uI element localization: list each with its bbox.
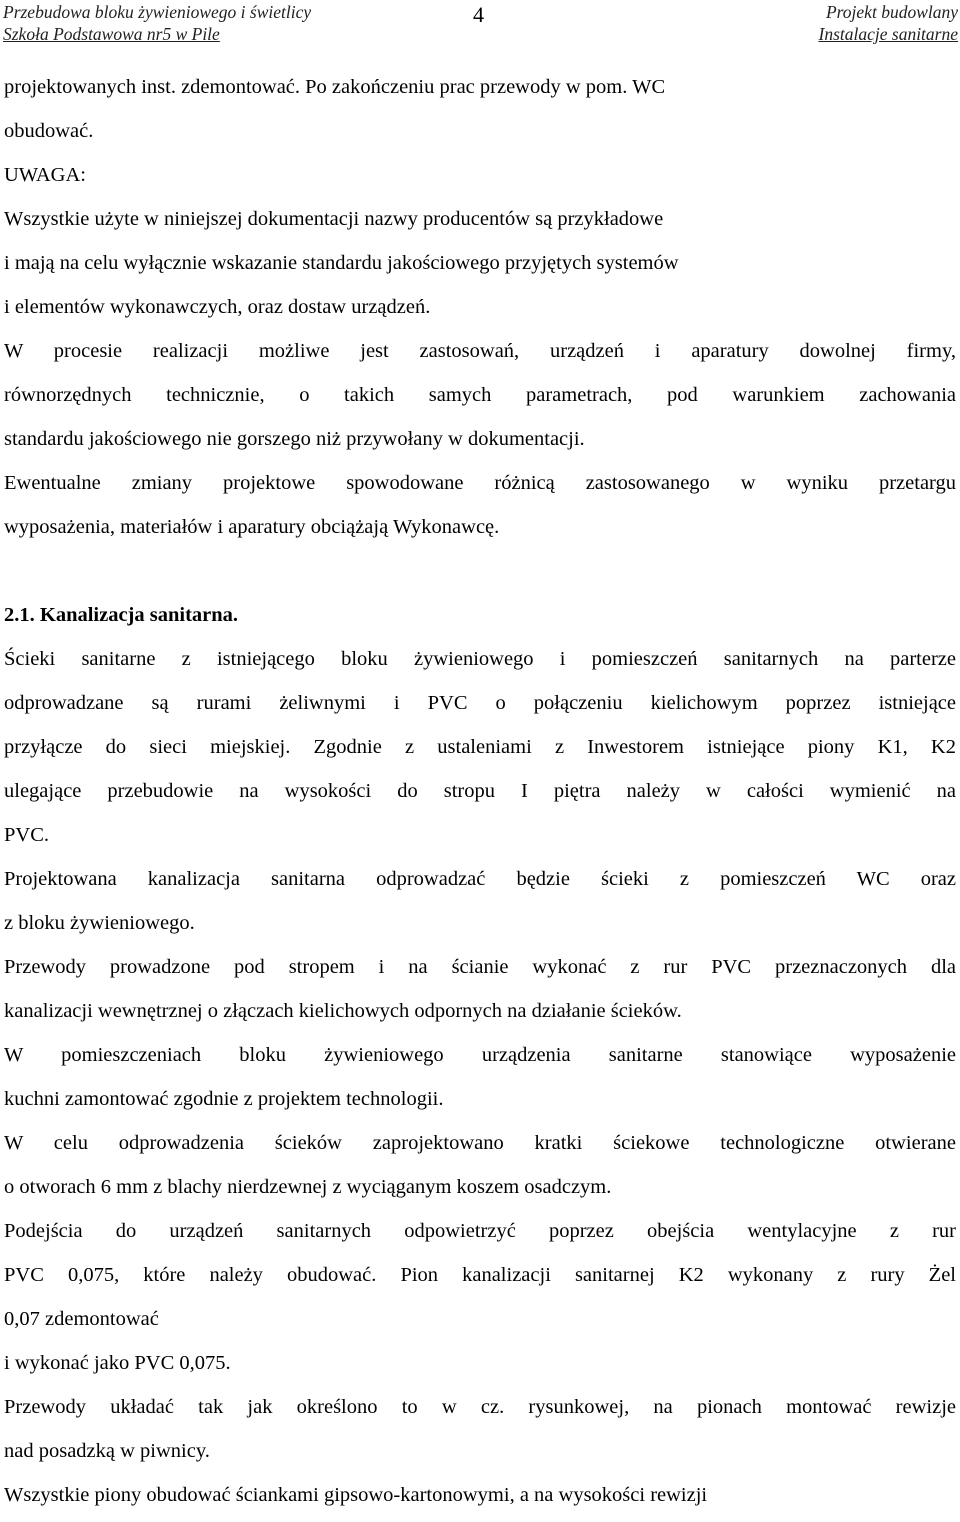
header-doc-type: Projekt budowlany bbox=[825, 2, 958, 22]
blank-line bbox=[4, 554, 956, 598]
page-header bbox=[0, 0, 960, 50]
document-body bbox=[4, 70, 956, 1522]
text-line: równorzędnych technicznie, o takich samych parametrach, pod warunkiem zachowania bbox=[4, 384, 956, 406]
text-line: Przewody prowadzone pod stropem i na ścianie wykonać z rur PVC przeznaczonych dla bbox=[4, 956, 956, 978]
text-line: z bloku żywieniowego. bbox=[4, 912, 195, 934]
text-line: standardu jakościowego nie gorszego niż przywołany w dokumentacji. bbox=[4, 428, 585, 450]
text-line: Przewody układać tak jak określono to w cz. rysunkowej, na pionach montować rewizje bbox=[4, 1396, 956, 1418]
header-section: Instalacje sanitarne bbox=[818, 24, 958, 44]
text-line: Ścieki sanitarne z istniejącego bloku żywieniowego i pomieszczeń sanitarnych na parterze bbox=[4, 648, 956, 670]
text-line: W pomieszczeniach bloku żywieniowego urządzenia sanitarne stanowiące wyposażenie bbox=[4, 1044, 956, 1066]
text-line: o otworach 6 mm z blachy nierdzewnej z wyciąganym koszem osadczym. bbox=[4, 1176, 612, 1198]
text-line: W celu odprowadzenia ścieków zaprojektowano kratki ściekowe technologiczne otwierane bbox=[4, 1132, 956, 1154]
text-line: Wszystkie piony obudować ściankami gipsowo-kartonowymi, a na wysokości rewizji bbox=[4, 1484, 708, 1506]
text-line: projektowanych inst. zdemontować. Po zakończeniu prac przewody w pom. WC bbox=[4, 76, 666, 98]
text-line: W procesie realizacji możliwe jest zastosowań, urządzeń i aparatury dowolnej firmy, bbox=[4, 340, 956, 362]
text-line: Ewentualne zmiany projektowe spowodowane różnicą zastosowanego w wyniku przetargu bbox=[4, 472, 956, 494]
text-line: UWAGA: bbox=[4, 164, 86, 186]
text-line: i mają na celu wyłącznie wskazanie standardu jakościowego przyjętych systemów bbox=[4, 252, 679, 274]
text-line: wyposażenia, materiałów i aparatury obciążają Wykonawcę. bbox=[4, 516, 500, 538]
text-line: kanalizacji wewnętrznej o złączach kielichowych odpornych na działanie ścieków. bbox=[4, 1000, 682, 1022]
text-line: nad posadzką w piwnicy. bbox=[4, 1440, 210, 1462]
header-school-name: Szkoła Podstawowa nr5 w Pile bbox=[3, 24, 220, 44]
text-line: i wykonać jako PVC 0,075. bbox=[4, 1352, 231, 1374]
text-line: przyłącze do sieci miejskiej. Zgodnie z ustaleniami z Inwestorem istniejące piony K1, K2 bbox=[4, 736, 956, 758]
header-right bbox=[819, 1, 959, 45]
text-line: Projektowana kanalizacja sanitarna odprowadzać będzie ścieki z pomieszczeń WC oraz bbox=[4, 868, 956, 890]
text-line: i elementów wykonawczych, oraz dostaw urządzeń. bbox=[4, 296, 431, 318]
text-line: odprowadzane są rurami żeliwnymi i PVC o połączeniu kielichowym poprzez istniejące bbox=[4, 692, 956, 714]
text-line: PVC. bbox=[4, 824, 50, 846]
text-line: kuchni zamontować zgodnie z projektem technologii. bbox=[4, 1088, 444, 1110]
text-line: ulegające przebudowie na wysokości do stropu I piętra należy w całości wymienić na bbox=[4, 780, 956, 802]
text-line: PVC 0,075, które należy obudować. Pion kanalizacji sanitarnej K2 wykonany z rury Żel bbox=[4, 1264, 956, 1286]
text-line: obudować. bbox=[4, 120, 94, 142]
header-project-title: Przebudowa bloku żywieniowego i świetlicy bbox=[3, 2, 312, 22]
text-line: Podejścia do urządzeń sanitarnych odpowietrzyć poprzez obejścia wentylacyjne z rur bbox=[4, 1220, 956, 1242]
text-line: 0,07 zdemontować bbox=[4, 1308, 159, 1330]
section-heading: 2.1. Kanalizacja sanitarna. bbox=[4, 604, 239, 626]
page-number: 4 bbox=[473, 2, 484, 27]
header-left bbox=[3, 1, 311, 45]
text-line: Wszystkie użyte w niniejszej dokumentacji nazwy producentów są przykładowe bbox=[4, 208, 664, 230]
